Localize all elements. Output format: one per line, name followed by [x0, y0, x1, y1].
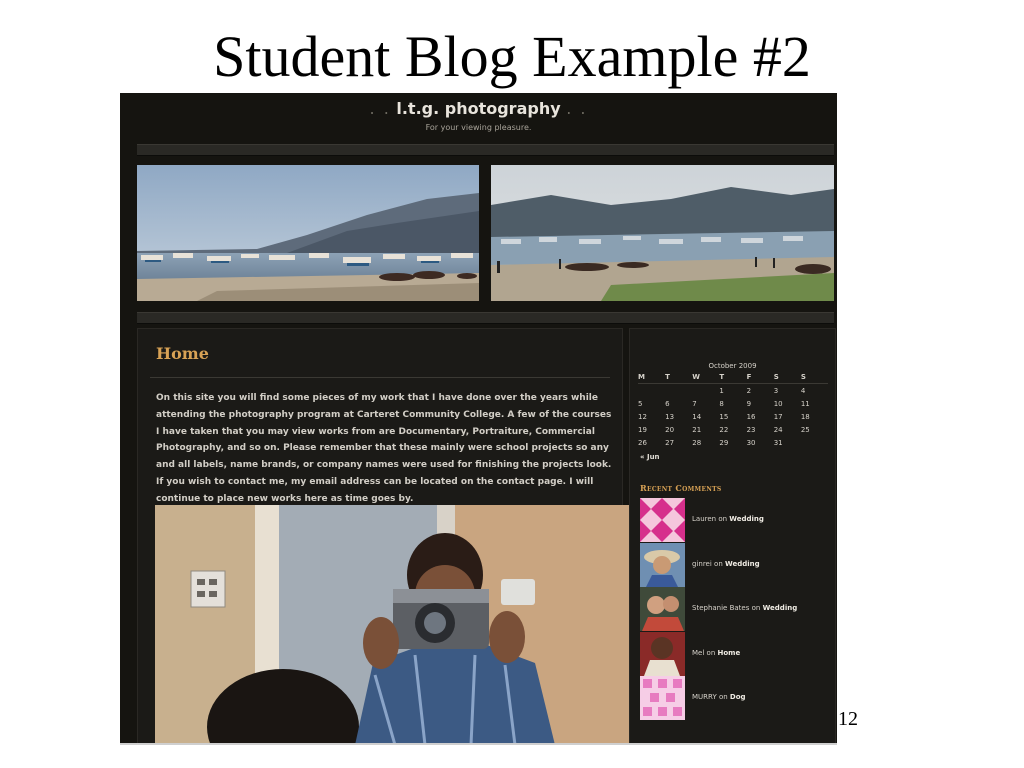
blog-screenshot — [120, 93, 837, 743]
calendar-day: 11 — [800, 400, 810, 409]
calendar-day: 29 — [719, 439, 729, 448]
recent-comment-item — [640, 632, 830, 677]
calendar-day: 20 — [665, 426, 675, 435]
slide-title: Student Blog Example #2 — [213, 24, 811, 89]
calendar-day — [638, 386, 665, 397]
recent-comment-item — [640, 587, 830, 632]
comment-post-link[interactable]: Dog — [729, 693, 746, 701]
calendar-day: 2 — [746, 387, 752, 396]
calendar-day: 31 — [773, 439, 783, 448]
slide-page-number: 12 — [838, 708, 858, 730]
calendar-day: 8 — [719, 400, 724, 409]
recent-comment-item — [640, 498, 830, 543]
calendar-header-day: S — [774, 372, 801, 384]
calendar-day: 7 — [692, 400, 697, 409]
post-title[interactable]: Home — [156, 344, 209, 363]
recent-comment-text — [692, 515, 764, 523]
comment-on-word: on — [718, 515, 728, 523]
comment-author[interactable]: ginrei — [692, 559, 712, 568]
avatar — [640, 498, 685, 542]
calendar-prev-month-link[interactable]: « Jun — [640, 453, 660, 461]
calendar-day: 19 — [638, 426, 647, 435]
recent-comment-item — [640, 676, 830, 721]
calendar-caption: October 2009 — [708, 362, 757, 370]
calendar-day: 21 — [692, 426, 702, 435]
comment-post-link[interactable]: Wedding — [729, 515, 764, 523]
comment-post-link[interactable]: Wedding — [762, 604, 798, 612]
comment-on-word: on — [706, 648, 716, 657]
calendar-day: 9 — [746, 400, 752, 409]
recent-comments-title: Recent Comments — [640, 483, 722, 493]
sidebar — [629, 328, 836, 743]
calendar-day: 13 — [665, 413, 675, 422]
post-body-text: On this site you will find some pieces of my work that I have done over the years while attending the photography program at Carteret Community College. A few of the courses I have taken that you may view works from are Documentary, Portraiture, Commercial Photography, and so on. Please remember that these mainly were school projects so any and all labels, name brands, or company names were used for finishing the projects look. If you wish to contact me, my email address can be located on the contact page. I will continue to place new works here as time goes by. — [156, 393, 612, 504]
calendar-day: 12 — [638, 413, 647, 422]
site-title-text: l.t.g. photography — [396, 99, 561, 118]
calendar-day: 27 — [665, 439, 675, 448]
recent-comment-text — [692, 604, 797, 612]
calendar-day: 24 — [773, 426, 783, 435]
recent-comment-item — [640, 543, 830, 588]
avatar — [640, 632, 685, 676]
calendar-header-day: S — [801, 372, 828, 384]
calendar-header-day: T — [719, 372, 746, 384]
calendar-day: 16 — [746, 413, 756, 422]
calendar-header-day: F — [747, 372, 774, 384]
comment-on-word: on — [718, 693, 728, 701]
avatar — [640, 543, 685, 587]
comment-author[interactable]: Mel — [692, 648, 705, 657]
calendar-day: 3 — [773, 387, 779, 396]
comment-post-link[interactable]: Wedding — [725, 559, 760, 568]
calendar-day: 22 — [719, 426, 729, 435]
calendar-header-day: W — [692, 372, 719, 384]
recent-comment-text — [692, 693, 746, 701]
site-title[interactable] — [120, 99, 837, 118]
calendar-day: 10 — [773, 400, 783, 409]
calendar-day — [801, 438, 828, 449]
calendar-day — [692, 386, 719, 397]
calendar-day: 26 — [638, 439, 647, 448]
calendar-day: 17 — [773, 413, 783, 422]
avatar — [640, 587, 685, 631]
calendar-day — [665, 386, 692, 397]
calendar-day: 15 — [719, 413, 729, 422]
calendar-day: 30 — [746, 439, 756, 448]
recent-comments-list — [640, 498, 830, 721]
content-divider-bar — [137, 312, 834, 324]
calendar-day: 5 — [638, 400, 643, 409]
title-dots-left: . . — [369, 99, 391, 118]
title-dots-right: . . — [566, 99, 588, 118]
calendar-day: 14 — [692, 413, 702, 422]
calendar-day: 1 — [719, 387, 724, 396]
comment-post-link[interactable]: Home — [717, 648, 741, 657]
comment-on-word: on — [751, 604, 761, 612]
header-banner-image-right — [491, 165, 834, 301]
site-tagline: For your viewing pleasure. — [425, 123, 532, 132]
calendar-grid — [638, 372, 828, 449]
calendar-day: 28 — [692, 439, 702, 448]
recent-comment-text — [692, 560, 760, 568]
navigation-bar[interactable] — [137, 144, 834, 156]
recent-comment-text — [692, 649, 740, 657]
site-header — [120, 93, 837, 143]
post-photo-camera-mirror — [155, 505, 629, 743]
calendar-day: 18 — [800, 413, 810, 422]
calendar-day: 4 — [800, 387, 806, 396]
main-content-column — [137, 328, 623, 743]
avatar — [640, 676, 685, 720]
comment-author[interactable]: Stephanie Bates — [692, 604, 750, 612]
comment-on-word: on — [714, 559, 723, 568]
calendar-header-day: M — [638, 372, 665, 384]
comment-author[interactable]: Lauren — [692, 515, 717, 523]
calendar-day: 6 — [665, 400, 670, 409]
calendar-day: 25 — [800, 426, 810, 435]
calendar-day: 23 — [746, 426, 756, 435]
comment-author[interactable]: MURRY — [692, 693, 717, 701]
calendar-header-day: T — [665, 372, 692, 384]
header-banner-image-left — [137, 165, 479, 301]
post-title-divider — [150, 377, 610, 378]
